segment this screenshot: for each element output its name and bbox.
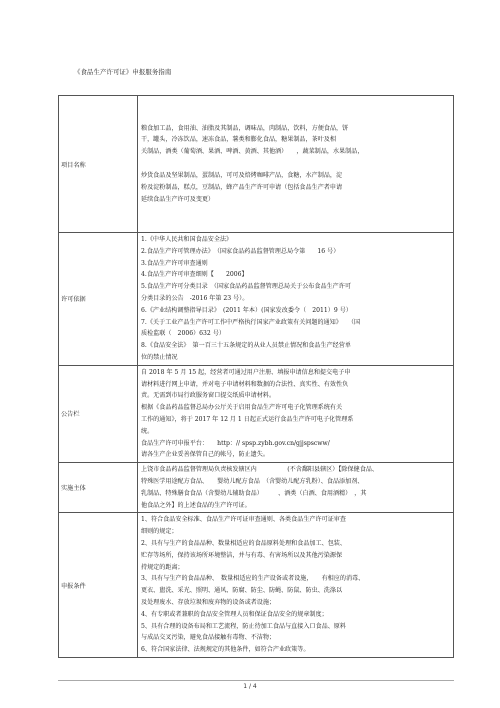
- table-row: [59, 463, 454, 513]
- row-content-project-name: [138, 96, 454, 233]
- content-line: 1、符合食品安全标准、食品生产许可证审查通则、各类食品生产许可证审查: [141, 516, 346, 524]
- content-line: 7.《关于工业产品生产许可工作中严格执行国家产业政策有关问题的通知》 （国: [141, 318, 361, 326]
- content-line: 食品生产许可申报平台： http：// spsp.zybh.gov.cn/gjjspscww/: [141, 439, 330, 447]
- content-line: 贮存等场所，保持该场所环境整洁，并与有毒、有害场所以及其他污染源保: [141, 551, 343, 559]
- row-content-notice: [138, 365, 454, 462]
- content-line: 持规定的距离；: [141, 563, 184, 571]
- row-label-conditions: 申报条件: [59, 513, 138, 658]
- content-line: 延续食品生产许可及变更）: [141, 195, 215, 203]
- content-line: 分类目录的公告 -2016 年第 23 号）。: [141, 294, 249, 302]
- content-line: 细则的规定；: [141, 528, 178, 536]
- content-line: 与成品交叉污染，避免食品接触有毒物、不洁物；: [141, 634, 276, 642]
- row-label-notice: 公告栏: [59, 365, 138, 462]
- content-line: 4、有专职或者兼职的食品安全管理人员和保证食品安全的规章制度；: [141, 610, 328, 618]
- content-line: 自 2018 年 5 月 15 起，经营者可通过用户注册、填报申请信息和提交电子申: [141, 368, 351, 376]
- content-line: 2、具有与生产的食品品种、数量相适应的食品原料处理和食品加工、包装、: [141, 539, 346, 547]
- document-title: 《食品生产许可证》申报服务指南: [74, 68, 172, 76]
- row-content-subject: [138, 463, 454, 513]
- content-line: 请材料进行网上申请，并对电子申请材料和数据的合法性、真实性、有效性负: [141, 380, 349, 388]
- content-line: [141, 158, 449, 170]
- service-guide-table: [58, 95, 454, 658]
- content-line: 炒货食品及坚果制品，蛋制品，可可及焙烤咖啡产品，食糖，水产制品，淀: [141, 172, 343, 179]
- content-line: 粮食加工品，食用油、油脂及其制品，调味品，肉制品，饮料，方便食品，饼: [141, 124, 349, 132]
- row-label-project-name: 项目名称: [59, 96, 138, 233]
- content-line: 统。: [141, 427, 154, 435]
- row-content-basis: [138, 233, 454, 366]
- content-line: 干，罐头，冷冻饮品，速冻食品，薯类和膨化食品，糖果制品，茶叶及相: [141, 136, 336, 144]
- content-line: 质检监联（ 2006）632 号）: [141, 330, 225, 338]
- content-line: 关制品，酒类（葡萄酒、果酒、啤酒、黄酒、其他酒） ，蔬菜制品，水果制品，: [141, 148, 364, 156]
- content-line: 5、具有合理的设备布局和工艺流程，防止待加工食品与直接入口食品、原料: [141, 622, 346, 630]
- content-line: 6.《产业结构调整指导目录》 (2011 年本）(国家发改委令（ 2011）9 号）: [141, 306, 352, 314]
- content-line: 3、具有与生产的食品品种、 数量相适应的生产设备或者设施， 有相应的消毒、: [141, 575, 365, 583]
- content-line: 位的禁止情况: [141, 353, 178, 361]
- content-line: 更衣、盥洗、采光、照明、通风、防腐、防尘、防蝇、防鼠、防虫、洗涤以: [141, 587, 343, 595]
- content-line: 特殊医学用途配方食品、 婴幼儿配方食品 （含婴幼儿配方乳粉）、食品添加剂、: [141, 477, 364, 485]
- row-label-basis: 许可依据: [59, 233, 138, 366]
- content-line: 及处理废水、存放垃圾和废弃物的设备或者设施；: [141, 598, 276, 606]
- content-line: 5.食品生产许可分类目录 （国家食品药品监督管理总局关于公布食品生产许可: [141, 283, 351, 291]
- table-row: [59, 96, 454, 233]
- row-label-subject: 实施主体: [59, 463, 138, 513]
- row-content-conditions: [138, 513, 454, 658]
- content-line: 1.《中华人民共和国食品安全法》: [141, 236, 233, 243]
- table-row: [59, 513, 454, 658]
- content-line: 他食品之外】的上述食品的生产许可证。: [141, 501, 251, 509]
- content-line: 请各生产企业妥善保管自己的帐号，防止遗失。: [141, 451, 269, 459]
- content-line: 8.《食品安全法》 第一百三十五条规定的从业人员禁止情况和食品生产经营单: [141, 342, 351, 350]
- table-row: [59, 365, 454, 462]
- table-row: [59, 233, 454, 366]
- page-number: 1 / 4: [243, 683, 257, 690]
- content-line: 乳制品、特殊膳食食品（含婴幼儿辅助食品） 、酒类（白酒、食用酒精） ，其: [141, 489, 367, 497]
- content-line: 6、符合国家法律、法规规定的其他条件，如符合产业政策等。: [141, 646, 310, 654]
- content-line: 4.食品生产许可审查细则【 2006】: [141, 271, 248, 279]
- content-line: 3.食品生产许可审查通则: [141, 259, 208, 267]
- page-footer-rule: [58, 680, 454, 681]
- content-line: 粉及淀粉制品，糕点，豆制品，蜂产品生产许可申请（包括食品生产者申请: [141, 183, 343, 191]
- content-line: 2.食品生产许可管理办法》 （国家食品药品监督管理总局令第 16 号）: [141, 247, 340, 255]
- content-line: 责。无需到市局行政服务窗口提交纸质申请材料。: [141, 392, 276, 400]
- content-line: 上饶市食品药品监督管理局负责核发辖区内 (不含鄱阳县辖区）【除保健食品、: [141, 466, 378, 474]
- content-line: 工作的通知》，将于 2017 年 12 月 1 日起正式运行食品生产许可电子化管理系: [141, 415, 354, 423]
- content-line: 根据《食品药品监督总局办公厅关于启用食品生产许可电子化管理系统有关: [141, 404, 343, 412]
